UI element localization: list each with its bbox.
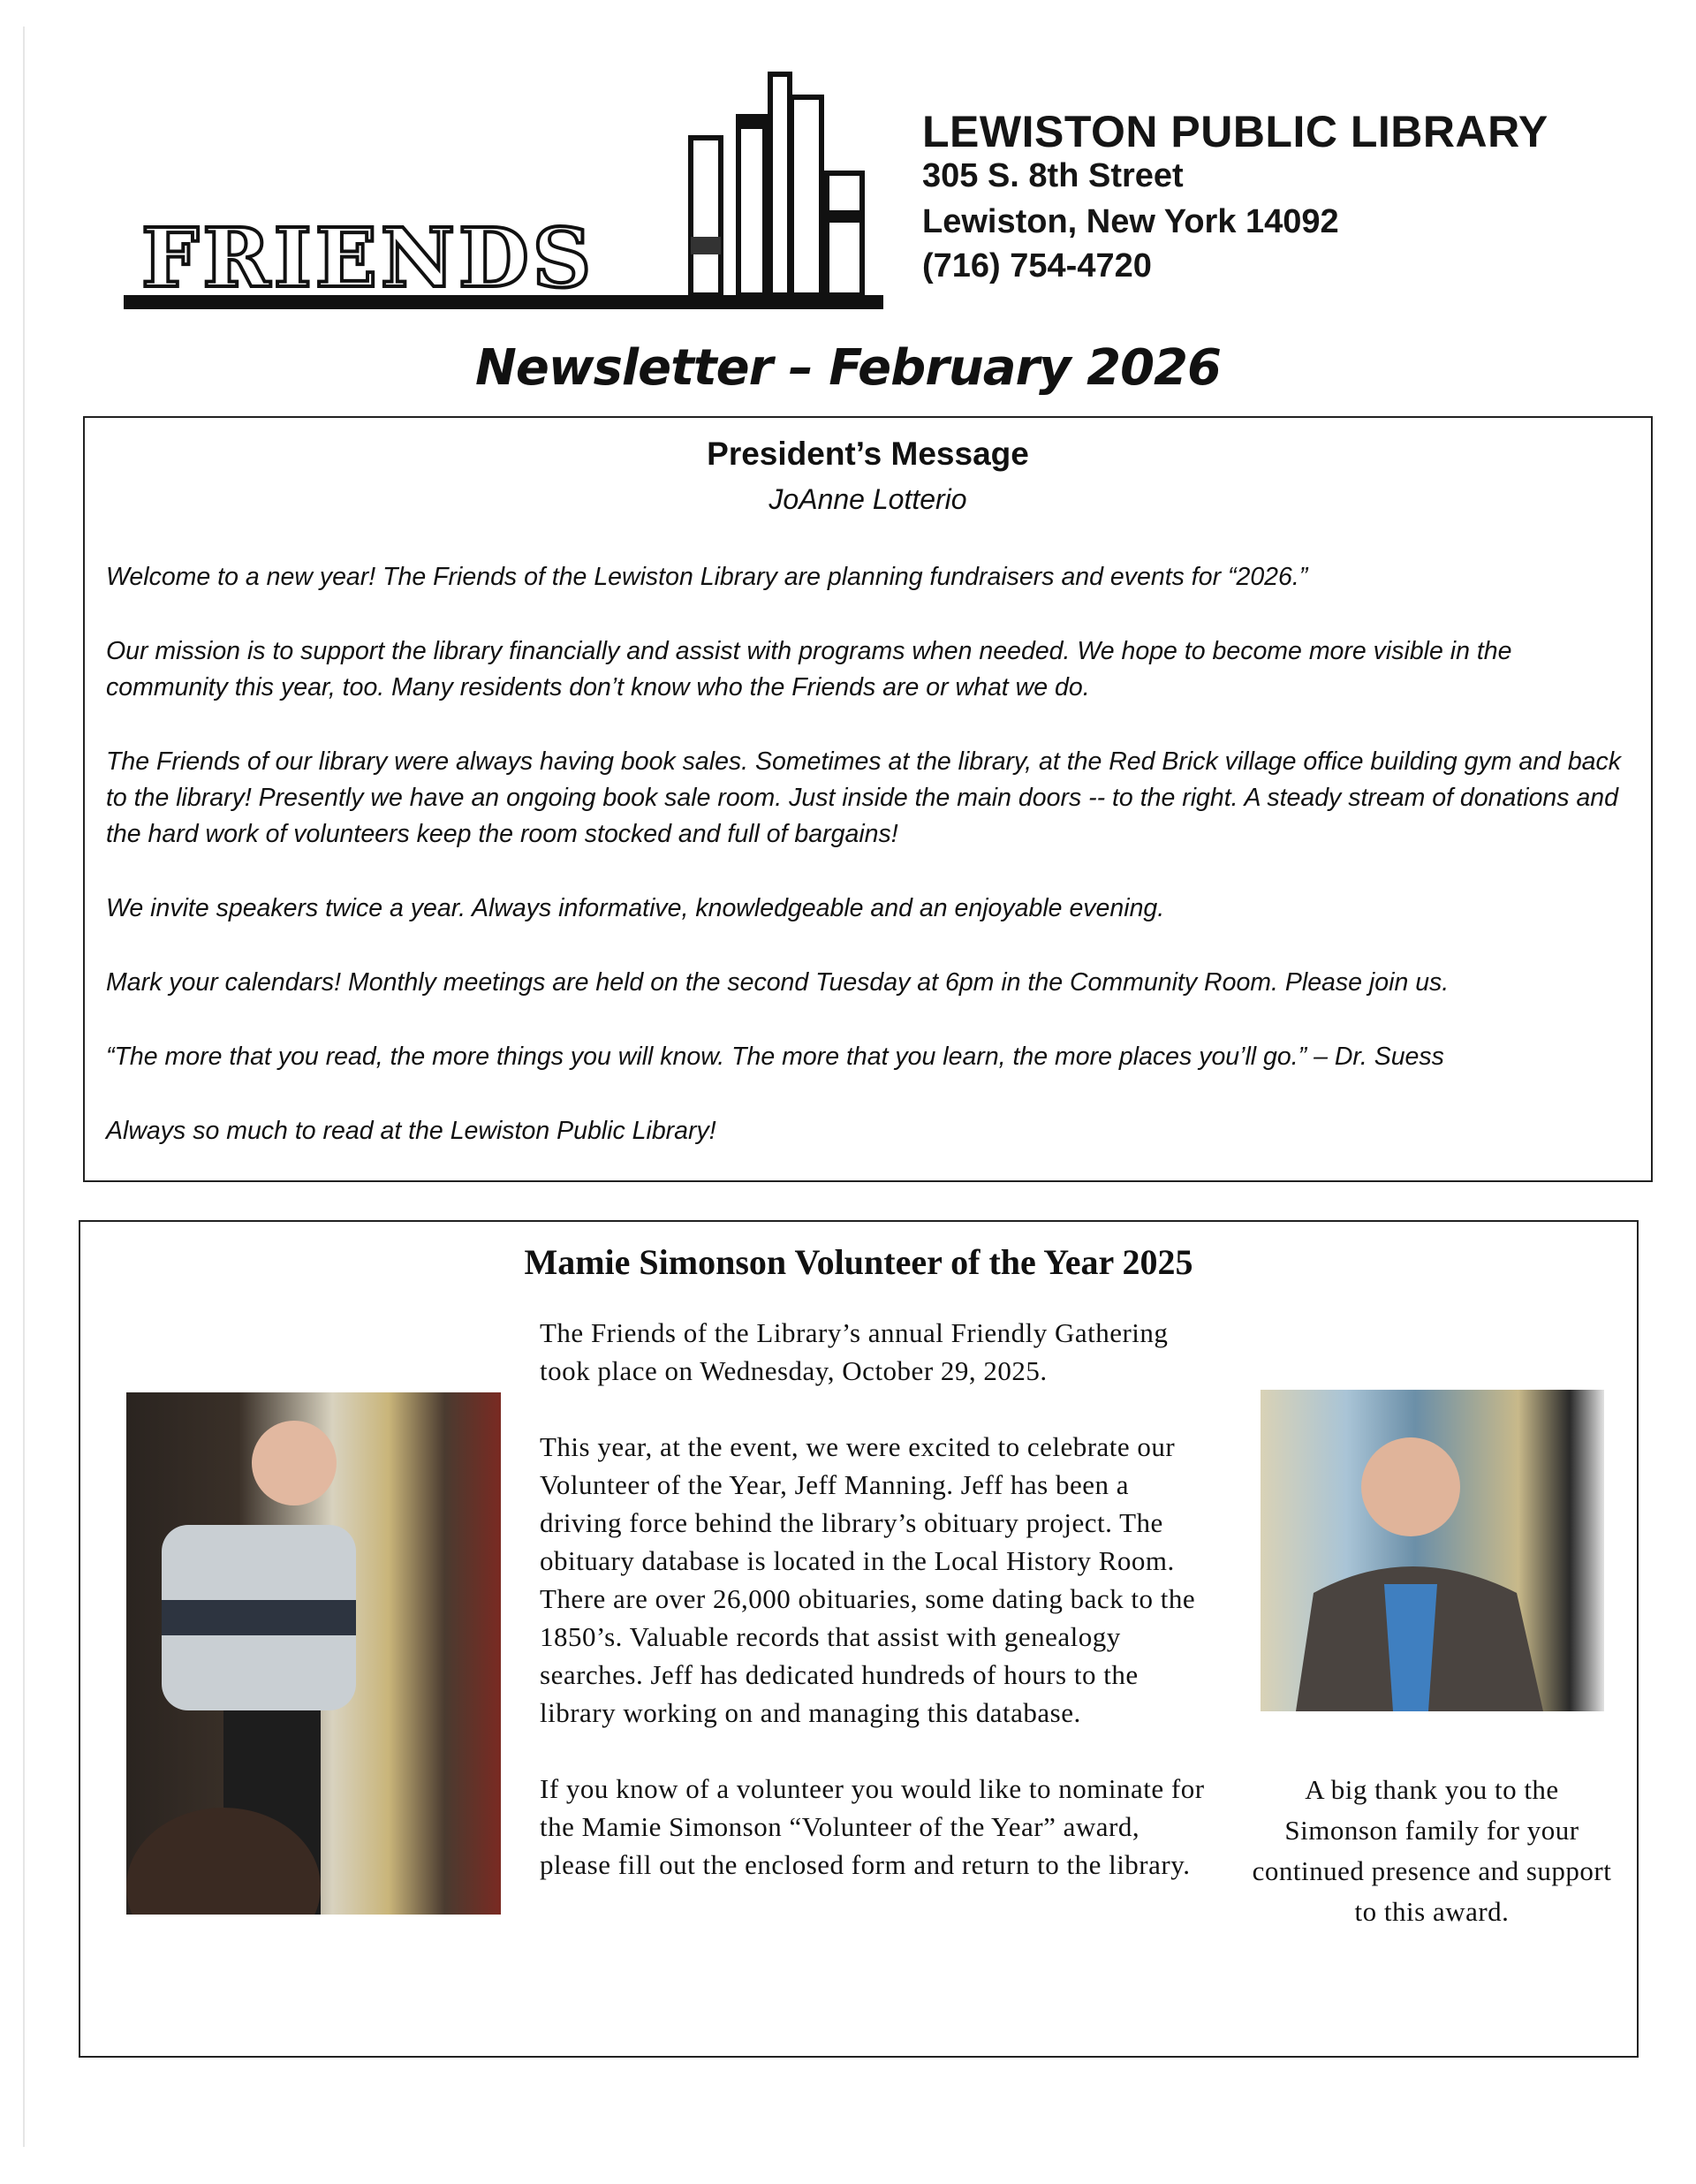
presidents-message-title: President’s Message [707, 436, 1029, 472]
presidents-message-box [83, 416, 1653, 1182]
quote-paragraph: “The more that you read, the more things you will know. The more that you learn, the more places you’ll go.” – Dr. Suess [106, 1043, 1444, 1071]
paragraph: If you know of a volunteer you would like to nominate for the Mamie Simonson “Volunteer of the Year” award, please fill out the enclosed form and return to the library. [540, 1773, 1205, 1880]
photo-jeff-manning [126, 1392, 501, 1915]
friends-books-logo [124, 69, 883, 316]
volunteer-article-body [540, 1314, 1211, 1922]
presidents-message-author: JoAnne Lotterio [768, 483, 967, 515]
library-name: LEWISTON PUBLIC LIBRARY [922, 107, 1548, 156]
paragraph: Mark your calendars! Monthly meetings are held on the second Tuesday at 6pm in the Community Room. Please join us. [106, 968, 1450, 997]
library-street: 305 S. 8th Street [922, 157, 1184, 194]
paragraph: We invite speakers twice a year. Always informative, knowledgeable and an enjoyable evening. [106, 894, 1165, 922]
photo-speaker [1261, 1390, 1604, 1711]
presidents-message-body [106, 559, 1633, 1187]
volunteer-title: Mamie Simonson Volunteer of the Year 2025 [524, 1242, 1193, 1282]
paragraph: Welcome to a new year! The Friends of the Lewiston Library are planning fundraisers and events for “2026.” [106, 563, 1308, 591]
newsletter-title: Newsletter – February 2026 [475, 339, 1221, 397]
thank-you-note: A big thank you to the Simonson family for your continued presence and support to this award. [1252, 1774, 1612, 1927]
paragraph: Our mission is to support the library financially and assist with programs when needed. We hope to become more visible in the community this year, too. Many residents don’t know who the Friends are or what we do. [106, 637, 1512, 701]
library-phone: (716) 754-4720 [922, 247, 1152, 284]
paragraph: This year, at the event, we were excited to celebrate our Volunteer of the Year, Jeff Manning. Jeff has been a driving force behind the library’s obituary project. The obituary database is located in the Local History Room. There are over 26,000 obituaries, some dating back to the 1850’s. Valuable records that assist with genealogy searches. Jeff has dedicated hundreds of hours to the library working on and managing this database. [540, 1431, 1196, 1728]
paragraph: The Friends of our library were always having book sales. Sometimes at the library, at the Red Brick village office building gym and back to the library! Presently we have an ongoing book sale room. Just inside the main doors -- to the right. A steady stream of donations and the hard work of volunteers keep the room stocked and full of bargains! [106, 747, 1622, 848]
library-city: Lewiston, New York 14092 [922, 203, 1339, 240]
logo-text: FRIENDS [141, 210, 595, 306]
volunteer-of-year-box [79, 1220, 1639, 2058]
paragraph: Always so much to read at the Lewiston Public Library! [106, 1117, 716, 1145]
paragraph: The Friends of the Library’s annual Friendly Gathering took place on Wednesday, October 29, 2025. [540, 1317, 1169, 1386]
